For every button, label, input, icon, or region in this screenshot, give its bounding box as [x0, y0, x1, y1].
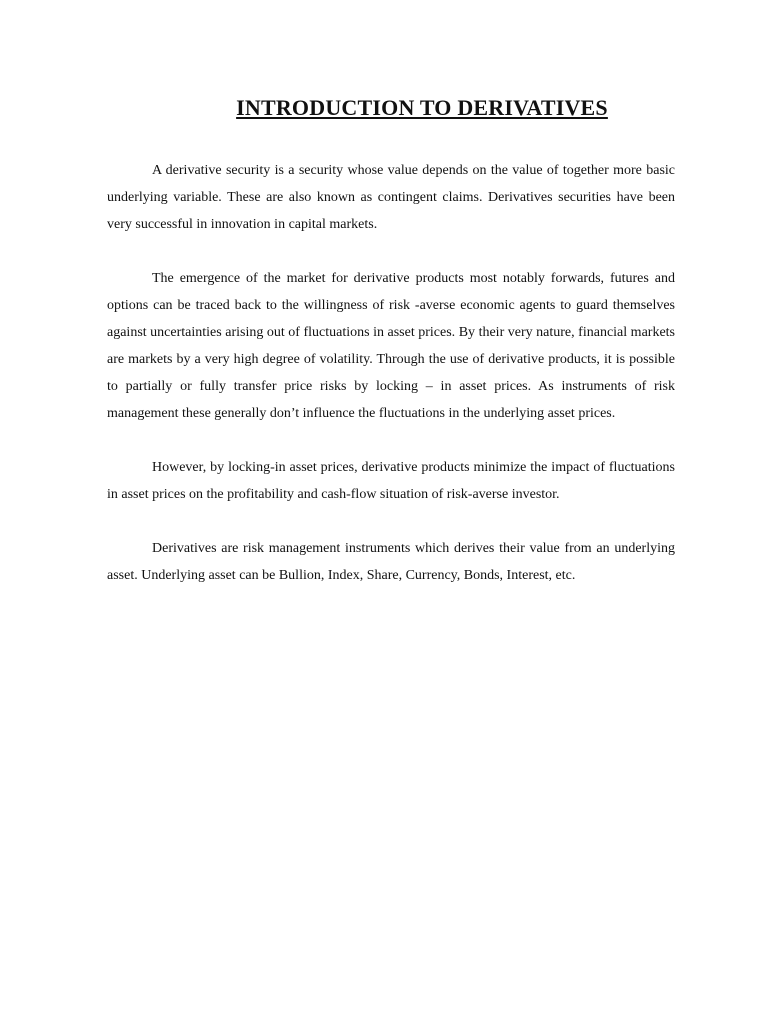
document-body	[107, 157, 675, 616]
paragraph-underlying-assets: Derivatives are risk management instruments which derives their value from an underlying asset. Underlying asset can be Bullion, Index, Share, Currency, Bonds, Interest, etc.	[107, 541, 675, 583]
paragraph-definition: A derivative security is a security whose value depends on the value of together more basic underlying variable. These are also known as contingent claims. Derivatives securities have been very successful in innovation in capital markets.	[107, 163, 675, 232]
paragraph-emergence: The emergence of the market for derivative products most notably forwards, futures and options can be traced back to the willingness of risk -averse economic agents to guard themselves against uncertainties arising out of fluctuations in asset prices. By their very nature, financial markets are markets by a very high degree of volatility. Through the use of derivative products, it is possible to partially or fully transfer price risks by locking – in asset prices. As instruments of risk management these generally don’t influence the fluctuations in the underlying asset prices.	[107, 271, 675, 421]
paragraph-locking-in: However, by locking-in asset prices, derivative products minimize the impact of fluctuations in asset prices on the profitability and cash-flow situation of risk-averse investor.	[107, 460, 675, 502]
document-title: INTRODUCTION TO DERIVATIVES	[236, 95, 608, 120]
